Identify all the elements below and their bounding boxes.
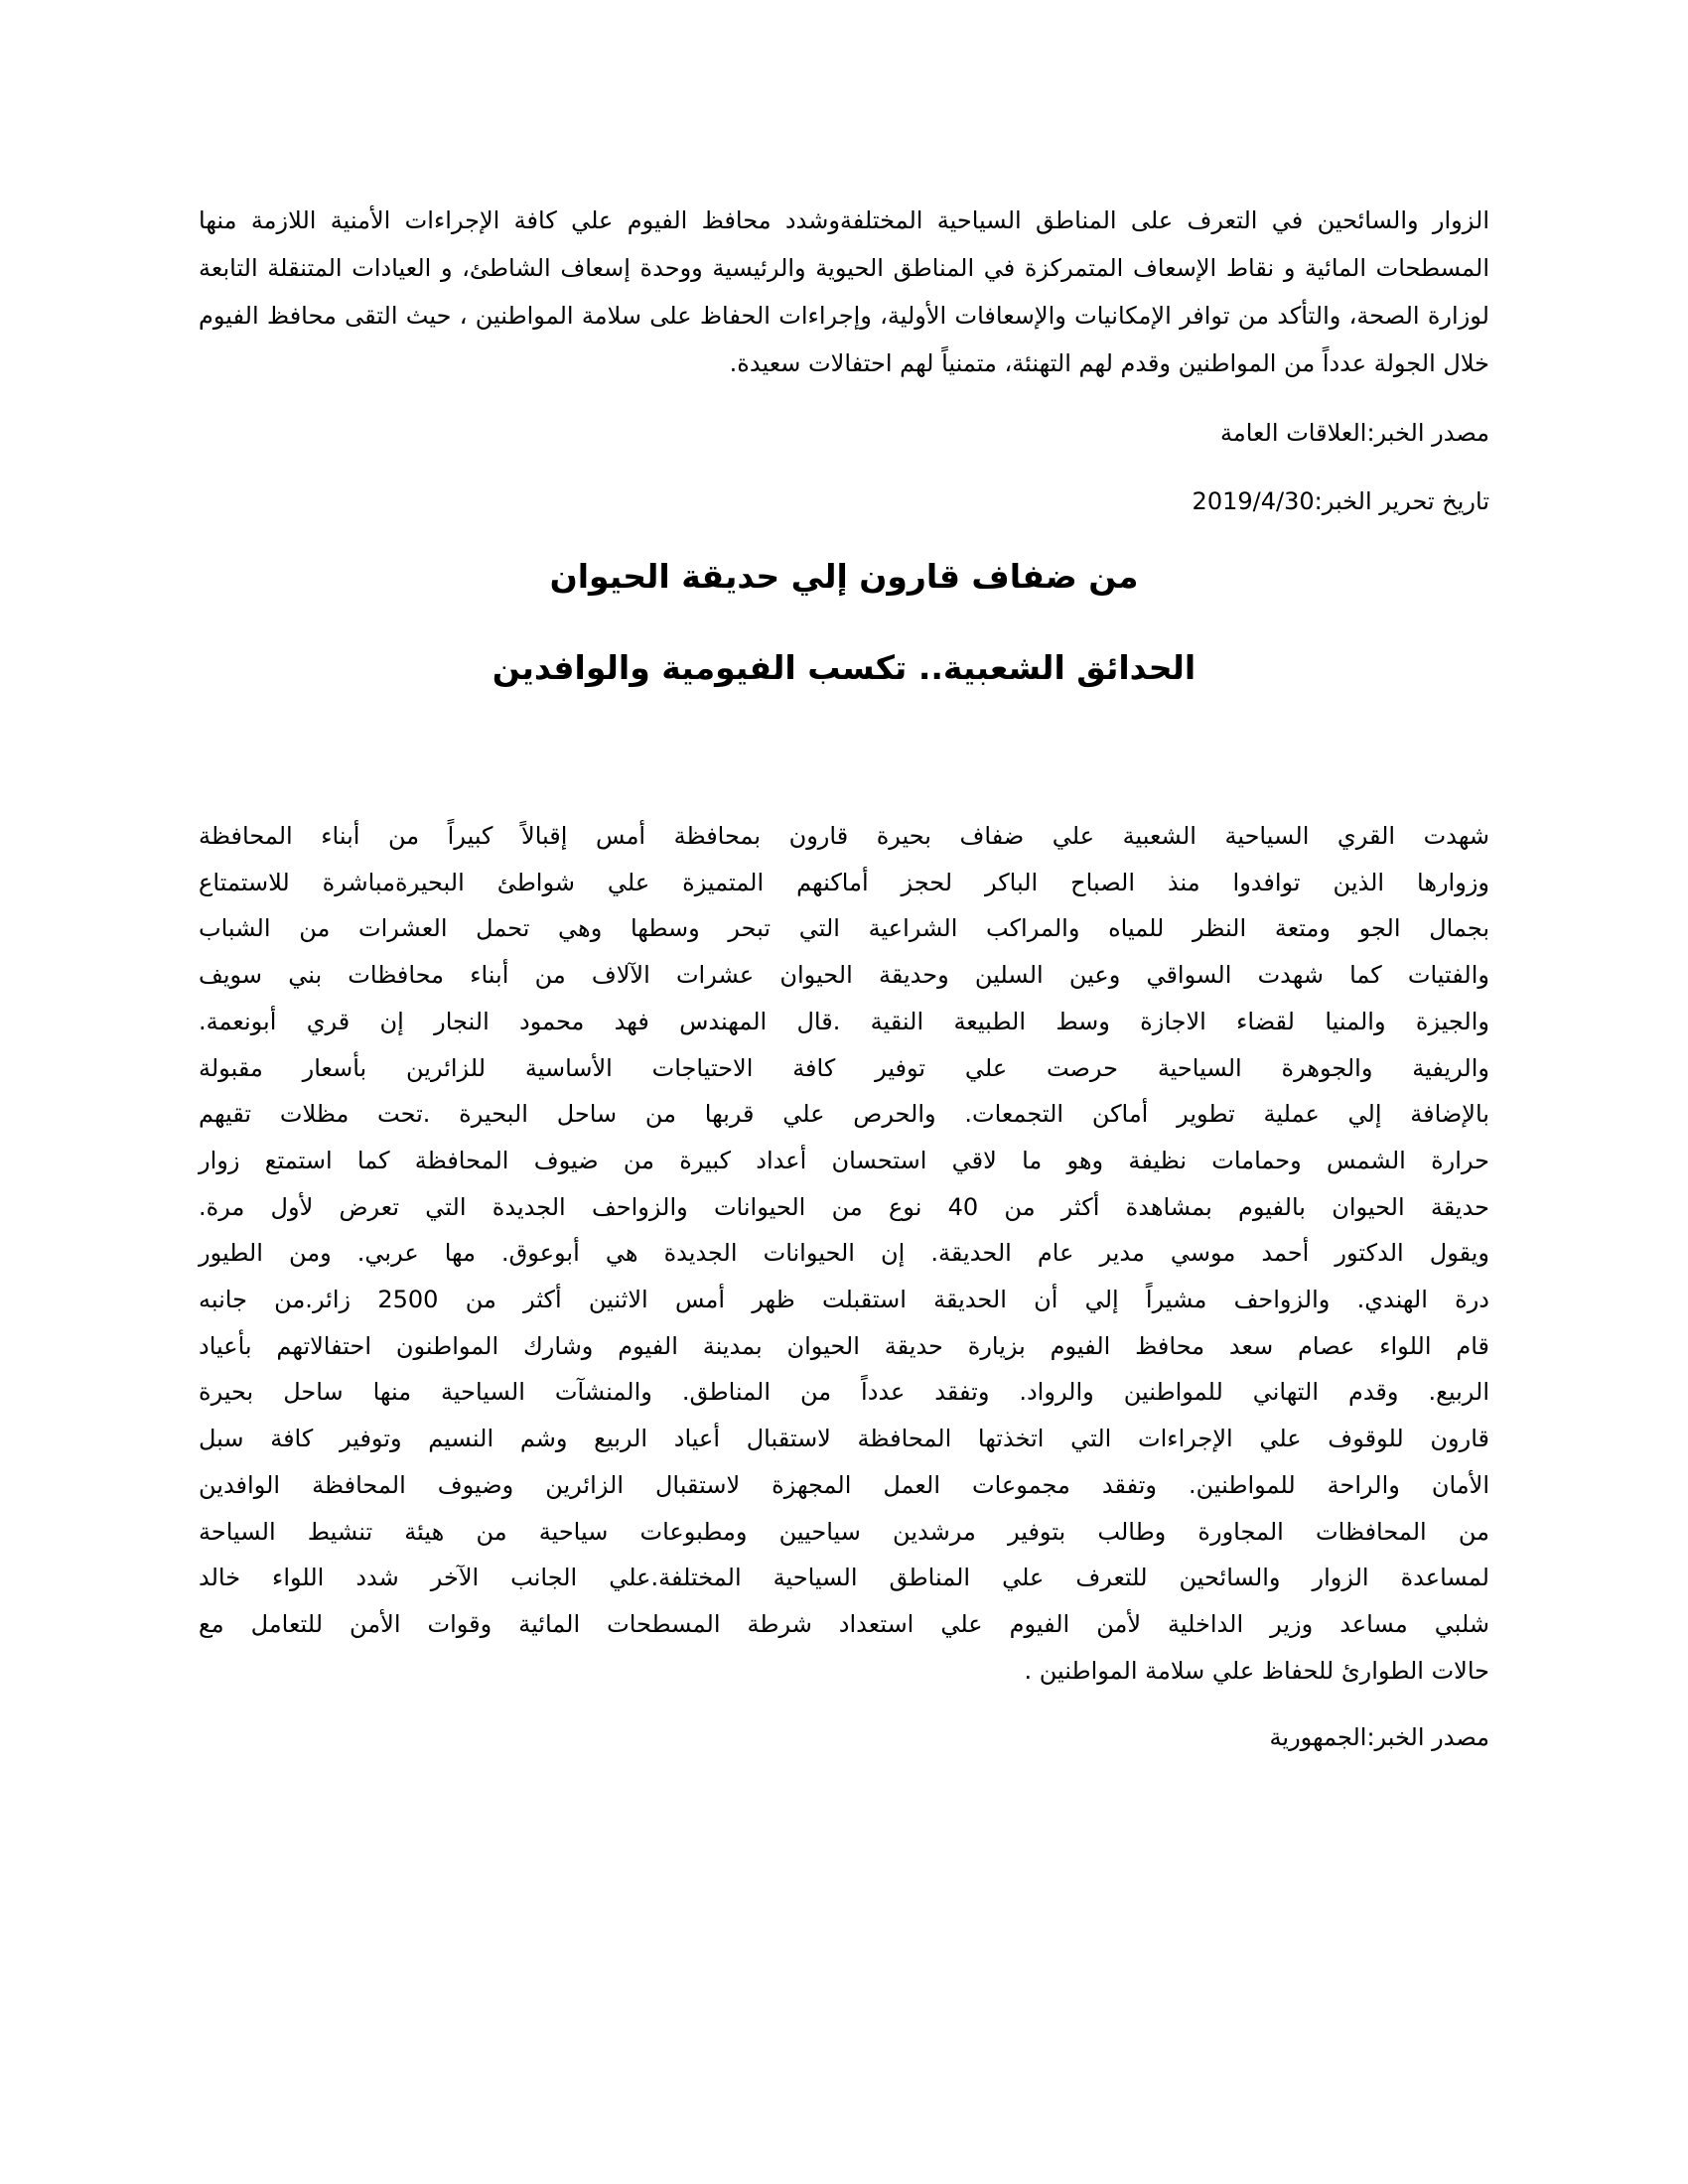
article-line: الأمان والراحة للمواطنين. وتفقد مجموعات العمل المجهزة لاستقبال الزائرين وضيوف المحافظة الوافدين [199,1470,1489,1499]
article-line: والجيزة والمنيا لقضاء الاجازة وسط الطبيعة النقية .قال المهندس فهد محمود النجار إن قري أبونعمة. [199,1007,1489,1035]
article-line: ويقول الدكتور أحمد موسي مدير عام الحديقة. إن الحيوانات الجديدة هي أبوعوق. مها عربي. ومن الطيور [199,1239,1489,1268]
article-line: لمساعدة الزوار والسائحين للتعرف علي المناطق السياحية المختلفة.علي الجانب الآخر شدد اللواء خالد [199,1564,1489,1592]
news-source-label-2: مصدر الخبر: [1366,1723,1489,1752]
article-line: حرارة الشمس وحمامات نظيفة وهو ما لاقي استحسان أعداد كبيرة من ضيوف المحافظة كما استمتع زوار [199,1146,1489,1174]
headline-secondary: الحدائق الشعبية.. تكسب الفيومية والوافدين [492,648,1196,687]
article-line: من المحافظات المجاورة وطالب بتوفير مرشدين سياحيين ومطبوعات سياحية من هيئة تنشيط السياحة [199,1517,1489,1546]
article-line: بجمال الجو ومتعة النظر للمياه والمراكب الشراعية التي تبحر وسطها وهي تحمل العشرات من الشباب [199,914,1489,943]
article-line: حديقة الحيوان بالفيوم بمشاهدة أكثر من 40 نوع من الحيوانات والزواحف الجديدة التي تعرض لأول مرة. [199,1192,1489,1221]
news-source-value: العلاقات العامة [1219,419,1367,447]
article-line: والفتيات كما شهدت السواقي وعين السلين وحديقة الحيوان عشرات الآلاف من أبناء محافظات بني سويف [199,961,1489,990]
document-body [199,197,1489,1757]
news-date-line [199,481,1489,521]
article-line: وزوارها الذين توافدوا منذ الصباح الباكر لحجز أماكنهم المتميزة علي شواطئ البحيرةمباشرة للاستمتاع [199,868,1489,896]
news-source-line [199,413,1489,453]
article-line: والريفية والجوهرة السياحية حرصت علي توفير كافة الاحتياجات الأساسية للزائرين بأسعار مقبولة [199,1053,1489,1082]
article-line: الربيع. وقدم التهاني للمواطنين والرواد. وتفقد عدداً من المناطق. والمنشآت السياحية منها ساحل بحيرة [199,1378,1489,1407]
intro-paragraph: الزوار والسائحين في التعرف على المناطق السياحية المختلفةوشدد محافظ الفيوم علي كافة الإجراءات الأمنية اللازمة منها المسطحات المائية و نقاط الإسعاف المتمركزة في المناطق الحيوية والرئيسية ووحدة إسعاف الشاطئ، و العيادات المتنقلة التابعة لوزارة الصحة، والتأكد من توافر الإمكانيات والإسعافات الأولية، وإجراءات الحفاظ على سلامة المواطنين ، حيث التقى محافظ الفيوم خلال الجولة عدداً من المواطنين وقدم لهم التهنئة، متمنياً لهم احتفالات سعيدة. [199,206,1489,377]
article-line: بالإضافة إلي عملية تطوير أماكن التجمعات. والحرص علي قربها من ساحل البحيرة .تحت مظلات تقيهم [199,1100,1489,1129]
article-line: حالات الطوارئ للحفاظ علي سلامة المواطنين . [1024,1656,1489,1685]
article-line: شلبي مساعد وزير الداخلية لأمن الفيوم علي استعداد شرطة المسطحات المائية وقوات الأمن للتعامل مع [199,1609,1489,1638]
article-line: شهدت القري السياحية الشعبية علي ضفاف بحيرة قارون بمحافظة أمس إقبالاً كبيراً من أبناء المحافظة [199,822,1489,850]
article-line: درة الهندي. والزواحف مشيراً إلي أن الحديقة استقبلت ظهر أمس الاثنين أكثر من 2500 زائر.من جانبه [199,1286,1489,1314]
news-source-line-2 [199,1717,1489,1757]
news-source-value-2: الجمهورية [1269,1723,1367,1752]
news-source-label: مصدر الخبر: [1366,419,1489,447]
news-date-value: 2019/4/30 [1192,487,1315,515]
news-date-label: تاريخ تحرير الخبر: [1314,487,1489,515]
article-line: قام اللواء عصام سعد محافظ الفيوم بزيارة حديقة الحيوان بمدينة الفيوم وشارك المواطنون احتفالاتهم بأعياد [199,1331,1489,1360]
article-paragraph [199,813,1489,1694]
headline-primary: من ضفاف قارون إلي حديقة الحيوان [549,557,1139,596]
article-line: قارون للوقوف علي الإجراءات التي اتخذتها المحافظة لاستقبال أعياد الربيع وشم النسيم وتوفير كافة سبل [199,1425,1489,1453]
